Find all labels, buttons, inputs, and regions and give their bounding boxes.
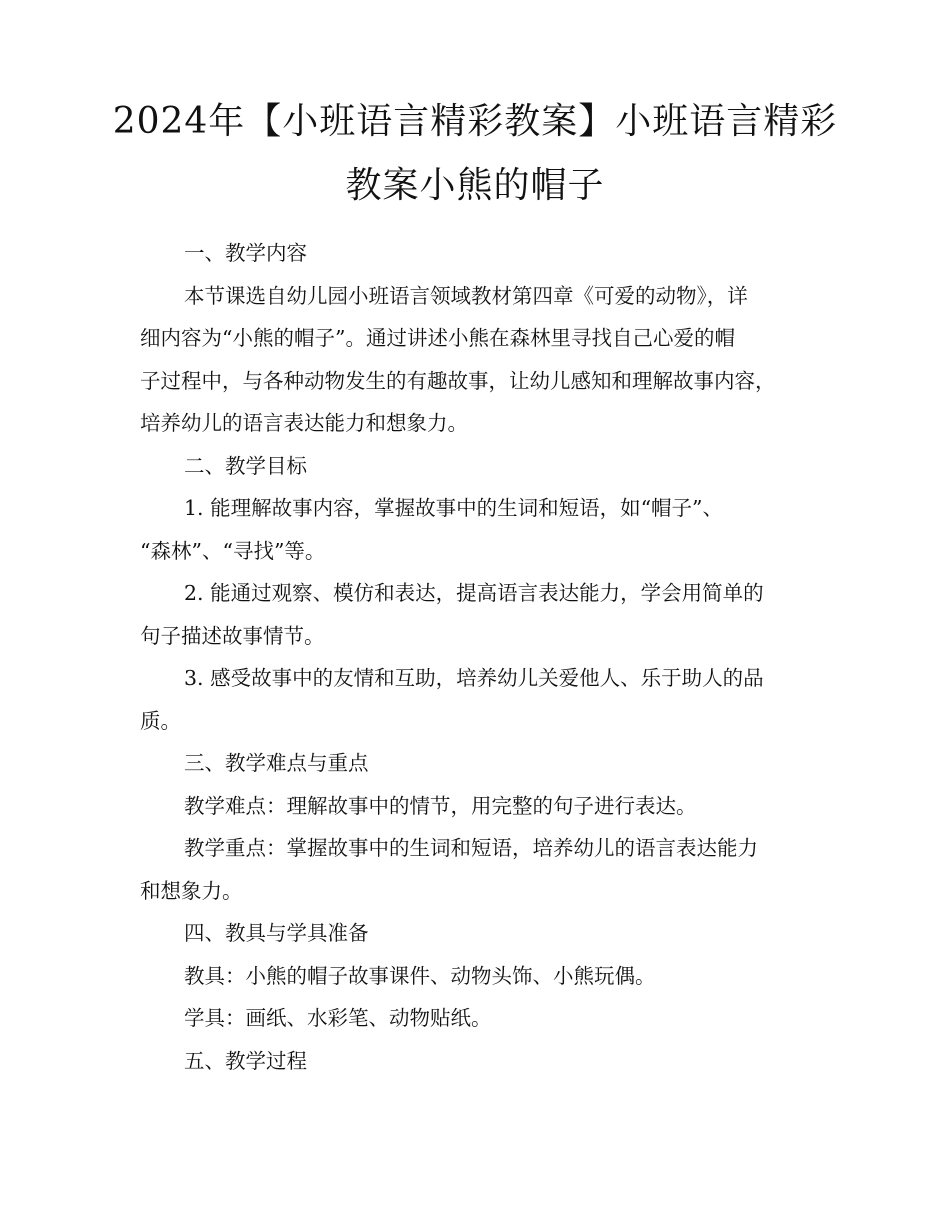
- key-point-line: 教学重点：掌握故事中的生词和短语，培养幼儿的语言表达能力: [184, 836, 758, 860]
- goal-item-2-cont: 句子描述故事情节。: [140, 623, 325, 648]
- document-title-line-1: 2024年【小班语言精彩教案】小班语言精彩: [112, 101, 838, 142]
- section-heading-focus: 三、教学难点与重点: [184, 751, 369, 775]
- section-heading-process: 五、教学过程: [184, 1048, 307, 1073]
- teacher-materials-line: 教具：小熊的帽子故事课件、动物头饰、小熊玩偶。: [184, 963, 656, 988]
- goal-item-2: 2. 能通过观察、模仿和表达，提高语言表达能力，学会用简单的: [184, 581, 764, 605]
- document-body: [140, 232, 840, 1082]
- document-title-line-2: 教案小熊的帽子: [345, 165, 605, 206]
- goal-item-3-cont: 质。: [140, 708, 181, 733]
- key-point-line-cont: 和想象力。: [140, 878, 243, 903]
- goal-item-1: 1. 能理解故事内容，掌握故事中的生词和短语，如“帽子”、: [184, 496, 724, 520]
- paragraph-line: 子过程中，与各种动物发生的有趣故事，让幼儿感知和理解故事内容，: [140, 368, 776, 393]
- paragraph-line: 细内容为“小熊的帽子”。通过讲述小熊在森林里寻找自己心爱的帽: [140, 326, 735, 350]
- difficulty-line: 教学难点：理解故事中的情节，用完整的句子进行表达。: [184, 793, 697, 818]
- paragraph-line: 培养幼儿的语言表达能力和想象力。: [140, 411, 468, 435]
- section-heading-goals: 二、教学目标: [184, 453, 307, 478]
- paragraph-line: 本节课选自幼儿园小班语言领域教材第四章《可爱的动物》，详: [184, 283, 748, 308]
- section-heading-content: 一、教学内容: [184, 241, 307, 265]
- section-heading-materials: 四、教具与学具准备: [184, 921, 369, 945]
- student-materials-line: 学具：画纸、水彩笔、动物贴纸。: [184, 1006, 492, 1030]
- goal-item-1-cont: “森林”、“寻找”等。: [140, 538, 326, 563]
- goal-item-3: 3. 感受故事中的友情和互助，培养幼儿关爱他人、乐于助人的品: [184, 666, 764, 690]
